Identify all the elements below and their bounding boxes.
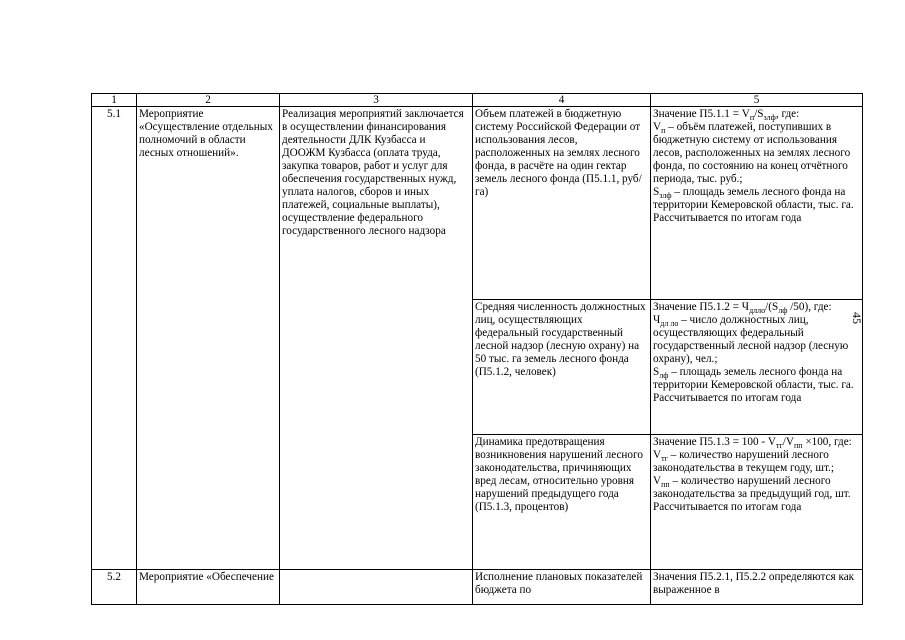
definition: $S_{злф}$ – площадь земель лесного фонда на территории Кемеровской области, тыс. га. bbox=[653, 186, 854, 211]
formula: Значение $П5.1.1 = V_п/S_{злф}$, где: bbox=[653, 108, 800, 123]
definition: $V_{пп}$ – количество нарушений лесного законодательства за предыдущий год, шт. bbox=[653, 475, 851, 500]
calculation-cell bbox=[651, 435, 863, 570]
header-row bbox=[92, 94, 863, 107]
event-cell: Мероприятие «Обеспечение bbox=[137, 570, 280, 605]
row-number: 5.2 bbox=[92, 570, 137, 605]
calculation-cell: Значения П5.2.1, П5.2.2 определяются как выраженное в bbox=[651, 570, 863, 605]
calculation-cell bbox=[651, 107, 863, 300]
header-cell: 1 bbox=[92, 94, 137, 107]
header-cell: 2 bbox=[137, 94, 280, 107]
header-cell: 3 bbox=[280, 94, 473, 107]
note: Рассчитывается по итогам года bbox=[653, 212, 802, 224]
definition: $V_п$ – объём платежей, поступивших в бюджетную систему от использования лесов, расположенных на землях лесного фонда, по состоянию на конец отчётного периода, тыс. руб.; bbox=[653, 121, 851, 185]
indicator-cell: Динамика предотвращения возникновения нарушений лесного законодательства, причиняющих вред лесам, относительно уровня нарушений предыдущего года (П5.1.3, процентов) bbox=[473, 435, 651, 570]
table-row bbox=[92, 107, 863, 300]
description-cell bbox=[280, 570, 473, 605]
definition: $Ч_{дл ло}$ – число должностных лиц, осуществляющих федеральный государственный лесной надзор (лесную охрану), чел.; bbox=[653, 314, 849, 365]
indicators-table bbox=[91, 93, 863, 605]
header-cell: 5 bbox=[651, 94, 863, 107]
indicator-cell: Средняя численность должностных лиц, осуществляющих федеральный государственный лесной надзор (лесную охрану) на 50 тыс. га земель лесного фонда (П5.1.2, человек) bbox=[473, 300, 651, 435]
row-number: 5.1 bbox=[92, 107, 137, 570]
table-row bbox=[92, 570, 863, 605]
indicator-cell: Объем платежей в бюджетную систему Российской Федерации от использования лесов, расположенных на землях лесного фонда, в расчёте на один гектар земель лесного фонда (П5.1.1, руб/га) bbox=[473, 107, 651, 300]
event-cell: Мероприятие «Осуществление отдельных полномочий в области лесных отношений». bbox=[137, 107, 280, 570]
formula: Значение $П5.1.3 = 100 - V_{тг}/V_{пп} \times 100$, где: bbox=[653, 436, 852, 451]
page-number: 45 bbox=[850, 312, 864, 324]
note: Рассчитывается по итогам года bbox=[653, 501, 802, 513]
definition: $V_{тг}$ – количество нарушений лесного законодательства в текущем году, шт.; bbox=[653, 449, 834, 474]
definition: $S_{лф}$ – площадь земель лесного фонда на территории Кемеровской области, тыс. га. bbox=[653, 366, 854, 391]
indicator-cell: Исполнение плановых показателей бюджета по bbox=[473, 570, 651, 605]
formula: Значение $П5.1.2 = Ч_{длло}/(S_{лф}$ /50), где: bbox=[653, 301, 832, 316]
description-cell: Реализация мероприятий заключается в осуществлении финансирования деятельности ДЛК Кузбасса и ДООЖМ Кузбасса (оплата труда, закупка товаров, работ и услуг для обеспечения государственных нужд, уплата налогов, сборов и иных платежей, социальные выплаты), осуществление федерального государственного лесного надзора bbox=[280, 107, 473, 570]
note: Рассчитывается по итогам года bbox=[653, 392, 802, 404]
header-cell: 4 bbox=[473, 94, 651, 107]
calculation-cell bbox=[651, 300, 863, 435]
